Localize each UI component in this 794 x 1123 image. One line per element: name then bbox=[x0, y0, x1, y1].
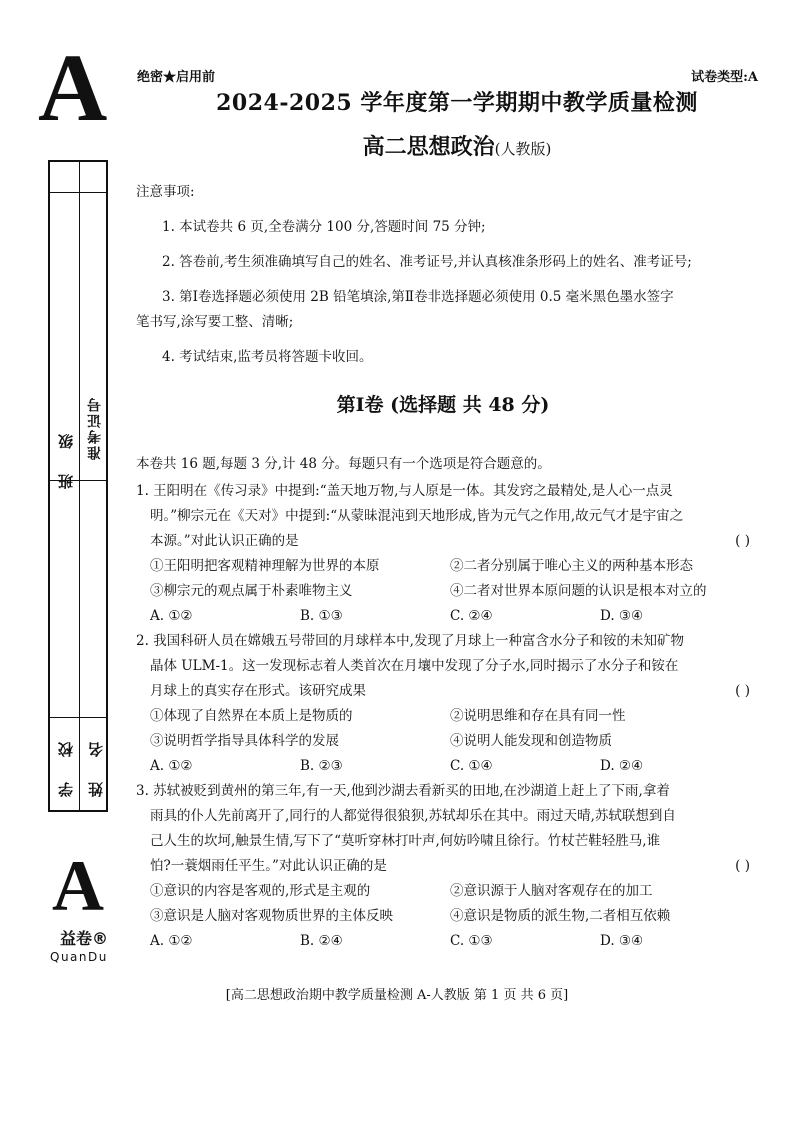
class-label: 班 级 bbox=[57, 424, 75, 490]
option-statement: ①王阳明把客观精神理解为世界的本原 bbox=[150, 558, 380, 574]
question-stem: 3. 苏轼被贬到黄州的第三年,有一天,他到沙湖去看新买的田地,在沙湖道上赶上了下雨,拿着 bbox=[136, 783, 670, 799]
info-box-rule bbox=[50, 192, 106, 193]
option-row bbox=[136, 579, 750, 604]
question-stem: 明。”柳宗元在《天对》中提到:“从蒙昧混沌到天地形成,皆为元气之作用,故元气才是宇宙之 bbox=[150, 508, 684, 524]
brand-logo-name: 益卷® bbox=[60, 929, 109, 948]
option-statement: ③柳宗元的观点属于朴素唯物主义 bbox=[150, 583, 353, 599]
question-stem: 雨具的仆人先前离开了,同行的人都觉得很狼狈,苏轼却乐在其中。雨过天晴,苏轼联想到自 bbox=[150, 808, 676, 824]
answer-blank: ( ) bbox=[735, 858, 750, 874]
option-statement: ④二者对世界本原问题的认识是根本对立的 bbox=[450, 583, 707, 599]
question-stem: 1. 王阳明在《传习录》中提到:“盖天地万物,与人原是一体。其发窍之最精处,是人心一点灵 bbox=[136, 483, 673, 499]
note-item: 1. 本试卷共 6 页,全卷满分 100 分,答题时间 75 分钟; bbox=[162, 219, 486, 235]
question-stem-text: 怕?一蓑烟雨任平生。”对此认识正确的是 bbox=[150, 858, 387, 874]
section-title: 第Ⅰ卷 (选择题 共 48 分) bbox=[336, 394, 550, 416]
option-row bbox=[136, 704, 750, 729]
exam-number-label: 准考证号 bbox=[87, 396, 103, 460]
paper-type-letter: A bbox=[38, 34, 108, 141]
brand-logo-letter: A bbox=[52, 846, 104, 926]
answer-choice-c: C. ①④ bbox=[450, 758, 493, 774]
option-statement: ②说明思维和存在具有同一性 bbox=[450, 708, 626, 724]
question-stem bbox=[136, 854, 750, 879]
answer-choice-a: A. ①② bbox=[150, 758, 193, 774]
paper-type-label: 试卷类型:A bbox=[691, 70, 758, 85]
info-box-divider bbox=[79, 162, 80, 810]
question-1 bbox=[136, 479, 750, 629]
answer-choice-d: D. ②④ bbox=[600, 758, 644, 774]
note-item: 4. 考试结束,监考员将答题卡收回。 bbox=[162, 349, 373, 365]
note-item: 3. 第Ⅰ卷选择题必须使用 2B 铅笔填涂,第Ⅱ卷非选择题必须使用 0.5 毫米黑色墨水签字 bbox=[162, 289, 674, 305]
question-3 bbox=[136, 779, 750, 954]
question-stem: 晶体 ULM-1。这一发现标志着人类首次在月壤中发现了分子水,同时揭示了水分子和铵在 bbox=[150, 658, 679, 674]
answer-choices bbox=[136, 754, 750, 779]
answer-choice-d: D. ③④ bbox=[600, 933, 644, 949]
answer-choice-d: D. ③④ bbox=[600, 608, 644, 624]
answer-choice-a: A. ①② bbox=[150, 608, 193, 624]
option-row bbox=[136, 879, 750, 904]
section-intro: 本卷共 16 题,每题 3 分,计 48 分。每题只有一个选项是符合题意的。 bbox=[136, 456, 551, 472]
brand-logo-en: QuanDu bbox=[50, 950, 108, 964]
answer-blank: ( ) bbox=[735, 683, 750, 699]
note-item-continued: 笔书写,涂写要工整、清晰; bbox=[136, 314, 294, 330]
question-stem-text: 月球上的真实存在形式。该研究成果 bbox=[150, 683, 366, 699]
answer-blank: ( ) bbox=[735, 533, 750, 549]
option-statement: ①体现了自然界在本质上是物质的 bbox=[150, 708, 353, 724]
answer-choice-b: B. ②④ bbox=[300, 933, 343, 949]
secret-label: 绝密★启用前 bbox=[137, 70, 216, 85]
answer-choice-b: B. ②③ bbox=[300, 758, 343, 774]
option-statement: ③意识是人脑对客观物质世界的主体反映 bbox=[150, 908, 393, 924]
question-stem: 己人生的坎坷,触景生情,写下了“莫听穿林打叶声,何妨吟啸且徐行。竹杖芒鞋轻胜马,谁 bbox=[150, 833, 661, 849]
note-item: 2. 答卷前,考生须准确填写自己的姓名、准考证号,并认真核准条形码上的姓名、准考证号; bbox=[162, 254, 692, 270]
answer-choice-c: C. ②④ bbox=[450, 608, 493, 624]
option-statement: ①意识的内容是客观的,形式是主观的 bbox=[150, 883, 371, 899]
info-box-rule bbox=[50, 717, 106, 718]
question-stem: 2. 我国科研人员在嫦娥五号带回的月球样本中,发现了月球上一种富含水分子和铵的未知矿物 bbox=[136, 633, 684, 649]
option-row bbox=[136, 904, 750, 929]
option-statement: ②二者分别属于唯心主义的两种基本形态 bbox=[450, 558, 693, 574]
edition-label: (人教版) bbox=[494, 140, 552, 158]
option-row bbox=[136, 729, 750, 754]
student-info-box bbox=[48, 160, 108, 812]
name-label: 姓 名 bbox=[87, 732, 105, 798]
exam-title: 2024-2025 学年度第一学期期中教学质量检测 bbox=[216, 90, 698, 116]
answer-choice-a: A. ①② bbox=[150, 933, 193, 949]
questions-area bbox=[136, 452, 750, 954]
question-stem-text: 本源。”对此认识正确的是 bbox=[150, 533, 299, 549]
answer-choices bbox=[136, 929, 750, 954]
option-statement: ④意识是物质的派生物,二者相互依赖 bbox=[450, 908, 671, 924]
notes-section bbox=[136, 180, 750, 370]
option-statement: ②意识源于人脑对客观存在的加工 bbox=[450, 883, 653, 899]
option-statement: ④说明人能发现和创造物质 bbox=[450, 733, 612, 749]
answer-choice-c: C. ①③ bbox=[450, 933, 493, 949]
question-stem bbox=[136, 679, 750, 704]
question-2 bbox=[136, 629, 750, 779]
option-row bbox=[136, 554, 750, 579]
option-statement: ③说明哲学指导具体科学的发展 bbox=[150, 733, 339, 749]
question-stem bbox=[136, 529, 750, 554]
answer-choices bbox=[136, 604, 750, 629]
school-label: 学 校 bbox=[57, 732, 75, 798]
page-footer: [高二思想政治期中教学质量检测 A-人教版 第 1 页 共 6 页] bbox=[225, 988, 569, 1003]
answer-choice-b: B. ①③ bbox=[300, 608, 343, 624]
notes-heading: 注意事项: bbox=[136, 184, 195, 200]
subject-name: 高二思想政治 bbox=[362, 134, 495, 160]
subject-title bbox=[120, 130, 794, 161]
